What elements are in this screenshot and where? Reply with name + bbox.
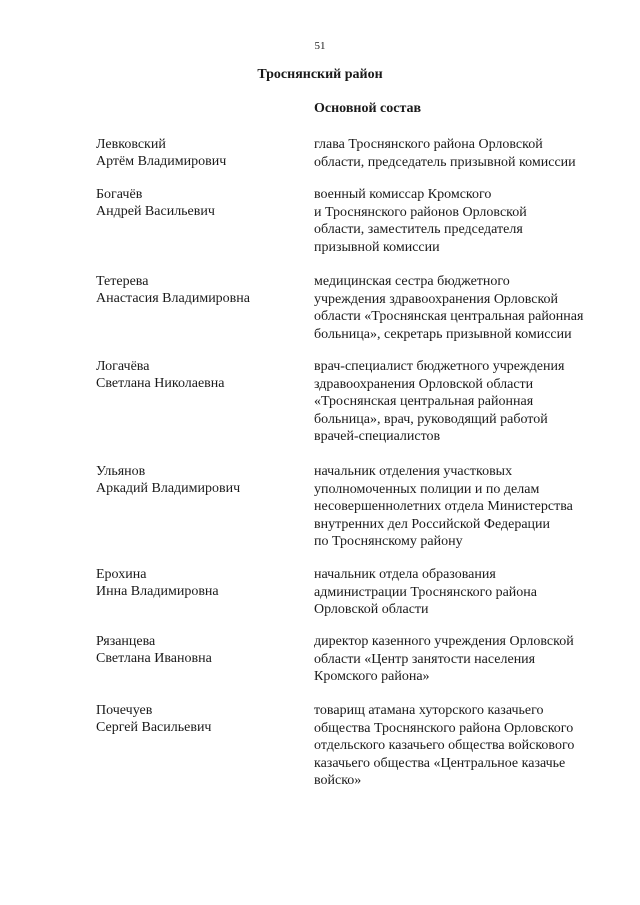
member-name: Рязанцева Светлана Ивановна [96, 634, 212, 666]
member-name: Богачёв Андрей Васильевич [96, 187, 215, 219]
composition-title: Основной состав [314, 101, 422, 116]
page-number: 51 [314, 40, 326, 52]
member-name: Ерохина Инна Владимировна [96, 567, 219, 599]
district-title: Троснянский район [257, 67, 383, 82]
member-role: глава Троснянского района Орловской области, председатель призывной комиссии [314, 137, 576, 170]
member-role: врач-специалист бюджетного учреждения здравоохранения Орловской области «Троснянская центральная районная больница», врач, руководящий работой врачей-специалистов [314, 359, 565, 444]
member-role: директор казенного учреждения Орловской области «Центр занятости населения Кромского района» [314, 634, 574, 684]
member-role: начальник отделения участковых уполномоченных полиции и по делам несовершеннолетних отдела Министерства внутренних дел Российской Федерации по Троснянскому району [314, 464, 573, 549]
member-name: Почечуев Сергей Васильевич [96, 703, 212, 735]
member-name: Тетерева Анастасия Владимировна [96, 274, 250, 306]
member-role: военный комиссар Кромского и Троснянского районов Орловской области, заместитель председателя призывной комиссии [314, 187, 527, 255]
member-role: медицинская сестра бюджетного учреждения здравоохранения Орловской области «Троснянская центральная районная больница», секретарь призывной комиссии [314, 274, 584, 342]
member-name: Логачёва Светлана Николаевна [96, 359, 225, 391]
member-name: Ульянов Аркадий Владимирович [96, 464, 241, 496]
member-role: товарищ атамана хуторского казачьего общества Троснянского района Орловского отдельского казачьего общества войскового казачьего общества «Центральное казачье войско» [314, 703, 575, 788]
member-role: начальник отдела образования администрации Троснянского района Орловской области [314, 567, 537, 617]
member-name: Левковский Артём Владимирович [96, 137, 227, 169]
